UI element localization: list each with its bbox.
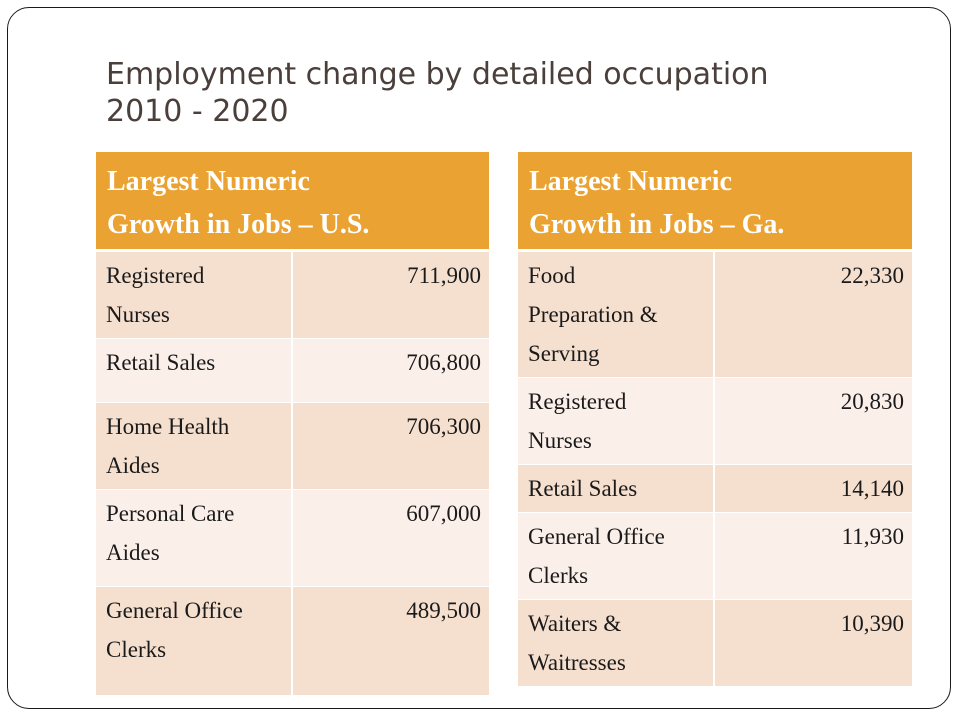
table-row [518, 600, 912, 687]
occupation-label: General Office [106, 598, 243, 623]
occupation-label: Waitresses [528, 650, 626, 675]
occupation-label: Aides [106, 453, 160, 478]
us-header-line-1: Largest Numeric [107, 166, 310, 197]
occupation-cell [518, 251, 714, 378]
table-row [96, 251, 489, 339]
slide-title-line-2: 2010 - 2020 [106, 94, 289, 129]
table-row [518, 378, 912, 465]
us-table-header [96, 152, 489, 251]
occupation-label: Serving [528, 341, 600, 366]
job-growth-value: 11,930 [714, 513, 912, 600]
occupation-label: Food [528, 263, 576, 288]
table-row [96, 403, 489, 490]
ga-growth-table [518, 152, 912, 687]
job-growth-value: 489,500 [292, 587, 489, 696]
table-header-row [96, 152, 489, 251]
job-growth-value: 22,330 [714, 251, 912, 378]
occupation-label: Waiters & [528, 611, 622, 636]
table-row [96, 587, 489, 696]
table-row [518, 251, 912, 378]
job-growth-value: 706,300 [292, 403, 489, 490]
occupation-label: Retail Sales [528, 476, 638, 501]
job-growth-value: 607,000 [292, 490, 489, 587]
occupation-label: General Office [528, 524, 665, 549]
occupation-cell [518, 378, 714, 465]
occupation-label: Aides [106, 540, 160, 565]
job-growth-value: 711,900 [292, 251, 489, 339]
ga-header-line-2: Growth in Jobs – Ga. [529, 209, 785, 240]
occupation-label: Clerks [106, 637, 167, 662]
occupation-label: Nurses [106, 302, 170, 327]
table-row [518, 465, 912, 513]
occupation-cell [518, 465, 714, 513]
occupation-label: Preparation & [528, 302, 658, 327]
slide-title-line-1: Employment change by detailed occupation [106, 57, 769, 92]
occupation-label: Nurses [528, 428, 592, 453]
slide-title [106, 56, 866, 130]
occupation-cell [518, 513, 714, 600]
occupation-cell [96, 339, 292, 403]
occupation-label: Home Health [106, 414, 230, 439]
occupation-label: Registered [528, 389, 627, 414]
table-row [96, 339, 489, 403]
job-growth-value: 10,390 [714, 600, 912, 687]
table-row [96, 490, 489, 587]
occupation-cell [518, 600, 714, 687]
ga-table-header [518, 152, 912, 251]
occupation-cell [96, 490, 292, 587]
occupation-label: Retail Sales [106, 350, 216, 375]
job-growth-value: 14,140 [714, 465, 912, 513]
occupation-cell [96, 403, 292, 490]
occupation-cell [96, 251, 292, 339]
occupation-label: Registered [106, 263, 205, 288]
table-header-row [518, 152, 912, 251]
us-header-line-2: Growth in Jobs – U.S. [107, 209, 370, 240]
occupation-cell [96, 587, 292, 696]
job-growth-value: 706,800 [292, 339, 489, 403]
us-growth-table [96, 152, 489, 696]
ga-header-line-1: Largest Numeric [529, 166, 732, 197]
occupation-label: Clerks [528, 563, 589, 588]
table-row [518, 513, 912, 600]
occupation-label: Personal Care [106, 501, 235, 526]
job-growth-value: 20,830 [714, 378, 912, 465]
